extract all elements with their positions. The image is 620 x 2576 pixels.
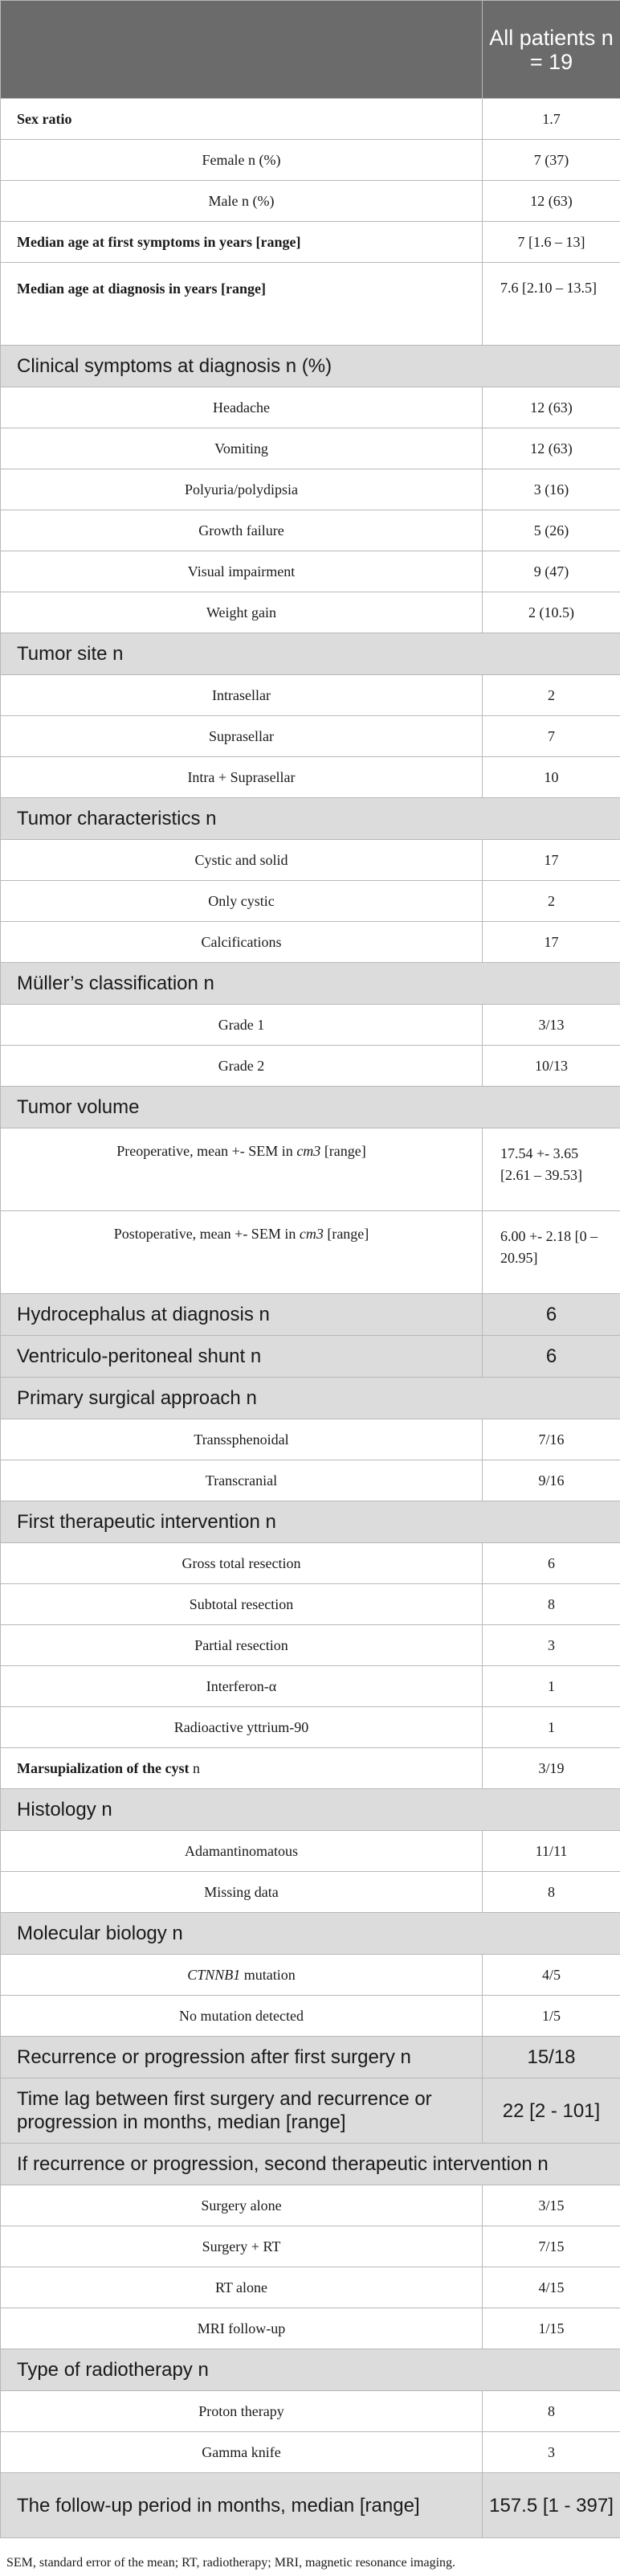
row-value: 7 — [483, 716, 620, 757]
section-title: Primary surgical approach n — [1, 1378, 620, 1419]
row-label: Interferon-α — [1, 1666, 483, 1707]
row-value: 12 (63) — [483, 428, 620, 469]
table-row — [1, 2226, 620, 2267]
row-value: 3 — [483, 1625, 620, 1666]
row-value: 2 (10.5) — [483, 592, 620, 633]
table-row — [1, 1872, 620, 1913]
section-title: Type of radiotherapy n — [1, 2349, 620, 2391]
table-row — [1, 387, 620, 428]
row-value: 1 — [483, 1707, 620, 1748]
row-label — [1, 1748, 483, 1789]
table-row — [1, 1996, 620, 2037]
table-row — [1, 1460, 620, 1501]
label-text: Postoperative, mean +- SEM in — [113, 1226, 300, 1242]
section-header — [1, 633, 620, 675]
section-title: Histology n — [1, 1789, 620, 1831]
label-text: [range] — [323, 1226, 369, 1242]
row-value: 2 — [483, 881, 620, 922]
table-row — [1, 551, 620, 592]
row-value: 3/19 — [483, 1748, 620, 1789]
section-header — [1, 2349, 620, 2391]
row-value: 17 — [483, 922, 620, 963]
table-row — [1, 881, 620, 922]
row-value: 10/13 — [483, 1046, 620, 1087]
row-label: Adamantinomatous — [1, 1831, 483, 1872]
row-label: Subtotal resection — [1, 1584, 483, 1625]
section-value: 157.5 [1 - 397] — [483, 2473, 620, 2538]
unit-text: cm3 — [299, 1226, 324, 1242]
section-header — [1, 1501, 620, 1543]
unit-text: cm3 — [296, 1143, 321, 1159]
section-title: Tumor volume — [1, 1087, 620, 1128]
table-row — [1, 99, 620, 140]
section-title: Hydrocephalus at diagnosis n — [1, 1294, 483, 1336]
row-label: Median age at diagnosis in years [range] — [1, 263, 483, 346]
section-value: 6 — [483, 1294, 620, 1336]
row-value: 7/15 — [483, 2226, 620, 2267]
row-value: 9 (47) — [483, 551, 620, 592]
table-row — [1, 2185, 620, 2226]
section-header-with-value — [1, 2473, 620, 2538]
section-value: 22 [2 - 101] — [483, 2078, 620, 2144]
table-row — [1, 2308, 620, 2349]
row-label: Median age at first symptoms in years [range] — [1, 222, 483, 263]
section-title: If recurrence or progression, second therapeutic intervention n — [1, 2144, 620, 2185]
row-label: Proton therapy — [1, 2391, 483, 2432]
row-value: 4/5 — [483, 1955, 620, 1996]
table-row — [1, 1046, 620, 1087]
row-value: 6.00 +- 2.18 [0 – 20.95] — [483, 1211, 620, 1294]
table-row — [1, 469, 620, 510]
row-value: 7/16 — [483, 1419, 620, 1460]
row-label: Intra + Suprasellar — [1, 757, 483, 798]
row-value: 1.7 — [483, 99, 620, 140]
row-label: Female n (%) — [1, 140, 483, 181]
table-row — [1, 592, 620, 633]
row-label: Surgery + RT — [1, 2226, 483, 2267]
section-title: Time lag between first surgery and recurrence or progression in months, median [range] — [1, 2078, 483, 2144]
row-value: 1/5 — [483, 1996, 620, 2037]
row-label: Suprasellar — [1, 716, 483, 757]
row-value: 3/15 — [483, 2185, 620, 2226]
row-value: 2 — [483, 675, 620, 716]
table-row — [1, 1666, 620, 1707]
section-header-with-value — [1, 2078, 620, 2144]
row-label: Visual impairment — [1, 551, 483, 592]
row-label: Only cystic — [1, 881, 483, 922]
section-title: Molecular biology n — [1, 1913, 620, 1955]
row-label: Polyuria/polydipsia — [1, 469, 483, 510]
row-label: Intrasellar — [1, 675, 483, 716]
table-row — [1, 1211, 620, 1294]
row-value: 8 — [483, 2391, 620, 2432]
row-value: 3 (16) — [483, 469, 620, 510]
row-value: 4/15 — [483, 2267, 620, 2308]
section-title: The follow-up period in months, median [range] — [1, 2473, 483, 2538]
table-row — [1, 1955, 620, 1996]
table-row — [1, 140, 620, 181]
row-label: Grade 1 — [1, 1005, 483, 1046]
table-footnote: SEM, standard error of the mean; RT, radiotherapy; MRI, magnetic resonance imaging. — [6, 2556, 456, 2570]
row-label — [1, 1128, 483, 1211]
label-text: Marsupialization of the cyst — [17, 1759, 190, 1776]
table-row — [1, 2432, 620, 2473]
row-label: Sex ratio — [1, 99, 483, 140]
section-value: 15/18 — [483, 2037, 620, 2078]
section-header-with-value — [1, 2037, 620, 2078]
label-text: n — [189, 1759, 200, 1776]
header-label-cell — [1, 1, 483, 99]
header-row — [1, 1, 620, 99]
row-value: 1 — [483, 1666, 620, 1707]
table-row — [1, 222, 620, 263]
row-label: Gross total resection — [1, 1543, 483, 1584]
section-header — [1, 1378, 620, 1419]
row-value: 11/11 — [483, 1831, 620, 1872]
table-row — [1, 1128, 620, 1211]
table-row — [1, 675, 620, 716]
row-label: Transcranial — [1, 1460, 483, 1501]
row-label: RT alone — [1, 2267, 483, 2308]
row-label: MRI follow-up — [1, 2308, 483, 2349]
row-label: Grade 2 — [1, 1046, 483, 1087]
row-value: 9/16 — [483, 1460, 620, 1501]
row-value: 12 (63) — [483, 181, 620, 222]
row-label: Gamma knife — [1, 2432, 483, 2473]
row-label: Surgery alone — [1, 2185, 483, 2226]
table-row — [1, 1625, 620, 1666]
row-label: Male n (%) — [1, 181, 483, 222]
label-text: Preoperative, mean +- SEM in — [116, 1143, 297, 1159]
row-label — [1, 1211, 483, 1294]
row-value: 10 — [483, 757, 620, 798]
table-row — [1, 1419, 620, 1460]
section-title: First therapeutic intervention n — [1, 1501, 620, 1543]
table-row — [1, 1543, 620, 1584]
section-header — [1, 2144, 620, 2185]
row-label: Cystic and solid — [1, 840, 483, 881]
row-value: 12 (63) — [483, 387, 620, 428]
row-value: 3 — [483, 2432, 620, 2473]
section-header-with-value — [1, 1294, 620, 1336]
row-label: Radioactive yttrium-90 — [1, 1707, 483, 1748]
row-label: Weight gain — [1, 592, 483, 633]
row-label: Growth failure — [1, 510, 483, 551]
row-label: Calcifications — [1, 922, 483, 963]
table-row — [1, 757, 620, 798]
row-value: 8 — [483, 1872, 620, 1913]
table-row — [1, 2267, 620, 2308]
section-header-with-value — [1, 1336, 620, 1378]
row-value: 17.54 +- 3.65 [2.61 – 39.53] — [483, 1128, 620, 1211]
section-header — [1, 1913, 620, 1955]
row-value: 17 — [483, 840, 620, 881]
section-title: Tumor site n — [1, 633, 620, 675]
gene-name: CTNNB1 — [187, 1966, 241, 1983]
table-row — [1, 1584, 620, 1625]
row-label: Partial resection — [1, 1625, 483, 1666]
row-label: Transsphenoidal — [1, 1419, 483, 1460]
section-header — [1, 963, 620, 1005]
row-value: 6 — [483, 1543, 620, 1584]
row-value: 7 (37) — [483, 140, 620, 181]
row-value: 7 [1.6 – 13] — [483, 222, 620, 263]
row-value: 1/15 — [483, 2308, 620, 2349]
section-title: Ventriculo-peritoneal shunt n — [1, 1336, 483, 1378]
table-row — [1, 1831, 620, 1872]
table-row — [1, 263, 620, 346]
label-text: [range] — [320, 1143, 366, 1159]
section-header — [1, 1087, 620, 1128]
row-label: No mutation detected — [1, 1996, 483, 2037]
table-row — [1, 2391, 620, 2432]
row-value: 7.6 [2.10 – 13.5] — [483, 263, 620, 346]
section-title: Müller’s classification n — [1, 963, 620, 1005]
table-row — [1, 922, 620, 963]
row-label: Headache — [1, 387, 483, 428]
section-value: 6 — [483, 1336, 620, 1378]
table-row — [1, 1707, 620, 1748]
table-row — [1, 428, 620, 469]
table-row — [1, 181, 620, 222]
table-row — [1, 840, 620, 881]
section-header — [1, 1789, 620, 1831]
row-value: 3/13 — [483, 1005, 620, 1046]
section-header — [1, 346, 620, 387]
table-row — [1, 1005, 620, 1046]
section-title: Clinical symptoms at diagnosis n (%) — [1, 346, 620, 387]
section-title: Tumor characteristics n — [1, 798, 620, 840]
row-value: 5 (26) — [483, 510, 620, 551]
row-value: 8 — [483, 1584, 620, 1625]
section-title: Recurrence or progression after first surgery n — [1, 2037, 483, 2078]
label-text: mutation — [240, 1966, 296, 1983]
row-label — [1, 1955, 483, 1996]
row-label: Missing data — [1, 1872, 483, 1913]
header-all-patients: All patients n = 19 — [483, 1, 620, 99]
table-row — [1, 510, 620, 551]
table-row — [1, 716, 620, 757]
section-header — [1, 798, 620, 840]
row-label: Vomiting — [1, 428, 483, 469]
table-row — [1, 1748, 620, 1789]
